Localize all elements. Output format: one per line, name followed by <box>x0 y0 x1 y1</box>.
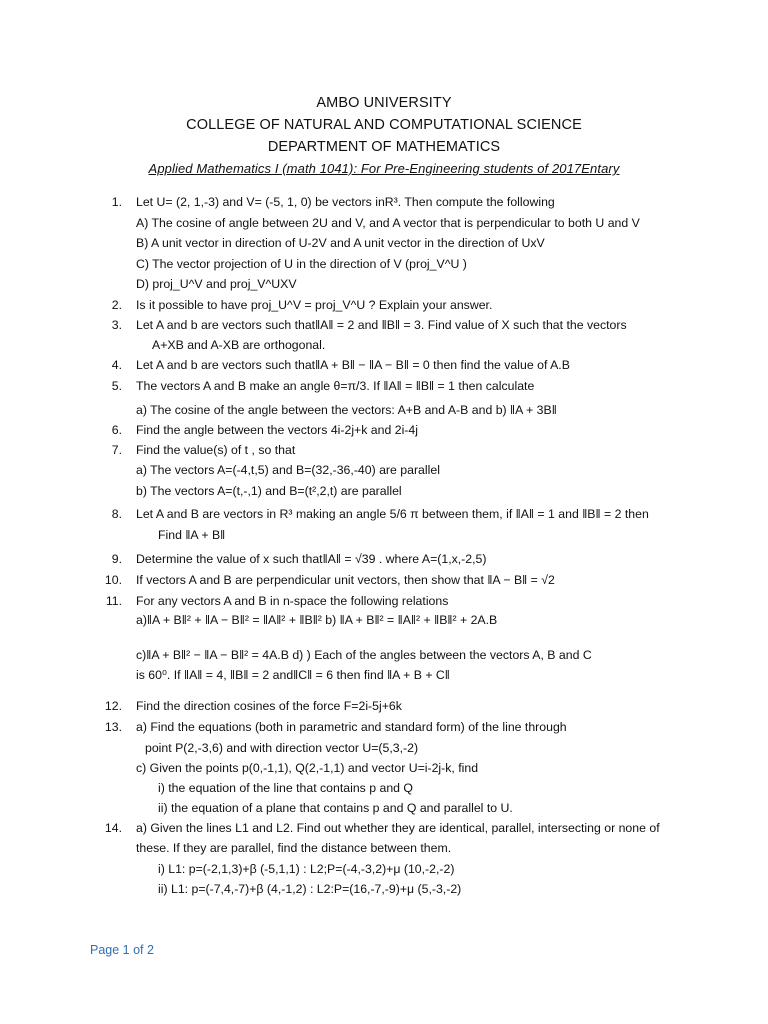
question-text: Is it possible to have proj_U^V = proj_V^U ? Explain your answer. <box>136 298 493 312</box>
question-text: Let A and b are vectors such that‖A‖ = 2 and ‖B‖ = 3. Find value of X such that the vectors <box>136 318 627 332</box>
question-text: Let U= (2, 1,-3) and V= (-5, 1, 0) be vectors inR³. Then compute the following <box>136 195 555 209</box>
question-text: Find the direction cosines of the force F=2i-5j+6k <box>136 699 402 713</box>
question-number: 13. <box>104 720 122 734</box>
question-text: Let A and b are vectors such that‖A + B‖ − ‖A − B‖ = 0 then find the value of A.B <box>136 358 570 372</box>
question-text: a) Find the equations (both in parametric and standard form) of the line through <box>136 720 567 734</box>
question-subline: is 60⁰. If ‖A‖ = 4, ‖B‖ = 2 and‖C‖ = 6 then find ‖A + B + C‖ <box>136 668 450 682</box>
question-number: 14. <box>104 821 122 835</box>
question-number: 9. <box>111 552 122 566</box>
question-number: 3. <box>111 318 122 332</box>
question-text: For any vectors A and B in n-space the following relations <box>136 594 449 608</box>
question-subline: Find ‖A + B‖ <box>158 528 226 542</box>
college-title: COLLEGE OF NATURAL AND COMPUTATIONAL SCIENCE <box>186 117 582 133</box>
question-subline: a)‖A + B‖² + ‖A − B‖² = ‖A‖² + ‖B‖² b) ‖A + B‖² = ‖A‖² + ‖B‖² + 2A.B <box>136 613 498 627</box>
question-number: 1. <box>111 195 122 209</box>
question-subline: c) Given the points p(0,-1,1), Q(2,-1,1) and vector U=i-2j-k, find <box>136 761 479 775</box>
university-title: AMBO UNIVERSITY <box>316 95 452 111</box>
question-subline: A) The cosine of angle between 2U and V, and A vector that is perpendicular to both U and V <box>136 216 640 230</box>
course-subtitle: Applied Mathematics I (math 1041): For Pre-Engineering students of 2017Entary <box>148 161 620 176</box>
question-number: 6. <box>111 423 122 437</box>
question-text: a) Given the lines L1 and L2. Find out whether they are identical, parallel, intersecting or none of <box>136 821 660 835</box>
question-subline: b) The vectors A=(t,-,1) and B=(t²,2,t) are parallel <box>136 484 402 498</box>
question-subline: ii) L1: p=(-7,4,-7)+β (4,-1,2) : L2:P=(16,-7,-9)+μ (5,-3,-2) <box>158 882 462 896</box>
question-number: 4. <box>111 358 122 372</box>
question-subline: point P(2,-3,6) and with direction vector U=(5,3,-2) <box>145 741 419 755</box>
question-subline: c)‖A + B‖² − ‖A − B‖² = 4A.B d) ) Each of the angles between the vectors A, B and C <box>136 648 592 662</box>
question-subline: C) The vector projection of U in the direction of V (proj_V^U ) <box>136 257 467 271</box>
question-text: Find the angle between the vectors 4i-2j+k and 2i-4j <box>136 423 418 437</box>
question-text: Let A and B are vectors in R³ making an angle 5/6 π between them, if ‖A‖ = 1 and ‖B‖ = 2 then <box>136 507 649 521</box>
question-number: 12. <box>104 699 122 713</box>
department-title: DEPARTMENT OF MATHEMATICS <box>267 139 501 155</box>
question-subline: a) The cosine of the angle between the vectors: A+B and A-B and b) ‖A + 3B‖ <box>136 403 557 417</box>
question-number: 8. <box>111 507 122 521</box>
question-subline: B) A unit vector in direction of U-2V and A unit vector in the direction of UxV <box>136 236 545 250</box>
question-number: 11. <box>105 594 122 608</box>
question-subline: A+XB and A-XB are orthogonal. <box>152 338 326 352</box>
question-subline: a) The vectors A=(-4,t,5) and B=(32,-36,-40) are parallel <box>136 463 440 477</box>
question-number: 7. <box>111 443 122 457</box>
question-number: 10. <box>104 573 122 587</box>
question-subline: D) proj_U^V and proj_V^UXV <box>136 277 297 291</box>
question-subline: ii) the equation of a plane that contains p and Q and parallel to U. <box>158 801 513 815</box>
question-subline: i) the equation of the line that contains p and Q <box>158 781 413 795</box>
question-text: Determine the value of x such that‖A‖ = √39 . where A=(1,x,-2,5) <box>136 552 487 566</box>
question-number: 2. <box>111 298 122 312</box>
question-text: Find the value(s) of t , so that <box>136 443 296 457</box>
question-subline: these. If they are parallel, find the distance between them. <box>136 841 452 855</box>
page-number: Page 1 of 2 <box>90 943 154 957</box>
question-text: If vectors A and B are perpendicular unit vectors, then show that ‖A − B‖ = √2 <box>136 573 555 587</box>
question-subline: i) L1: p=(-2,1,3)+β (-5,1,1) : L2;P=(-4,-3,2)+μ (10,-2,-2) <box>158 862 455 876</box>
question-text: The vectors A and B make an angle θ=π/3. If ‖A‖ = ‖B‖ = 1 then calculate <box>136 379 535 393</box>
question-number: 5. <box>111 379 122 393</box>
